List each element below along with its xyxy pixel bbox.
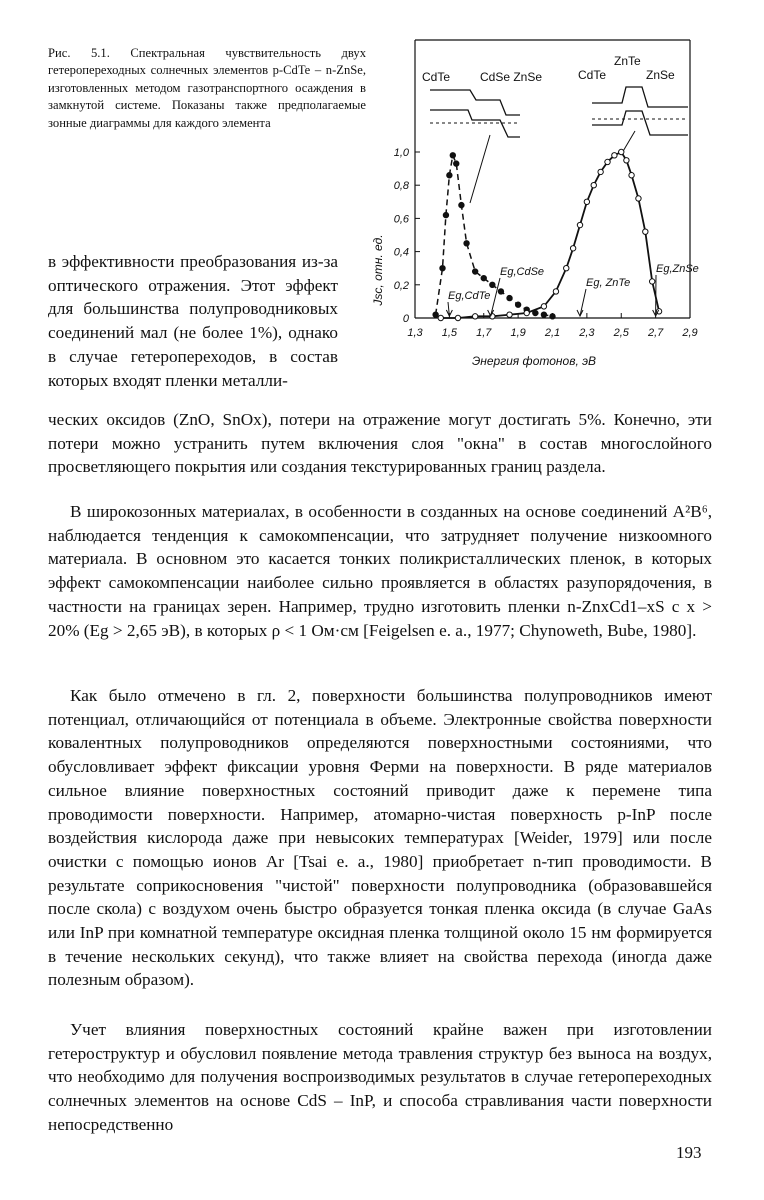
data-point: [612, 153, 617, 158]
x-tick-label: 2,1: [544, 327, 561, 339]
data-point: [490, 282, 495, 287]
data-point: [472, 269, 477, 274]
data-point: [464, 241, 469, 246]
band-diagram-right-lower: [592, 111, 688, 135]
x-tick-label: 2,5: [613, 327, 629, 339]
paragraph-1-wrapped: в эффективности преобразования из-за оптического отражения. Этот эффект для большинства полупроводниковых соединений мал (не более 1%), однако в случае гетеропереходов, в состав которых входят пленки металли-: [48, 252, 338, 390]
data-point: [584, 199, 589, 204]
data-point: [624, 158, 629, 163]
data-point: [498, 289, 503, 294]
band-label-right: ZnTe: [614, 54, 641, 68]
band-diagrams: [422, 54, 688, 203]
data-point: [541, 304, 546, 309]
annotation-arrow: [580, 289, 586, 316]
y-tick-label: 0,2: [393, 279, 409, 292]
data-point: [577, 222, 582, 227]
y-axis-label: Jsc, отн. ед.: [371, 234, 385, 306]
band-diagram-left-upper: [430, 90, 520, 115]
paragraph-3: Как было отмечено в гл. 2, поверхности большинства полупроводников имеют потенциал, отличающийся от потенциала в объеме. Электронные свойства поверхности ковалентных полупроводников определяются поверхностными состояниями, что обусловливает эффект фиксации уровня Ферми на поверхности. В ряде материалов сильное влияние поверхностных состояний приводит даже к перемене типа проводимости поверхности. Например, атомарно-чистая поверхность p-InP после воздействия кислорода даже при невысоких температурах [Weider, 1979] или после очистки с помощью ионов Ar [Tsai e. a., 1980] приобретает n-тип проводимости. В результате соприкосновения "чистой" поверхности полупроводника (образовавшейся после скола) с воздухом очень быстро образуется тонкая пленка оксида (в случае GaAs или InP при комнатной температуре оксидная пленка толщиной около 15 нм формируется в течение нескольких секунд), что также влияет на свойства перехода (иногда даже полезным образом).: [48, 686, 712, 990]
x-tick-label: 2,3: [579, 327, 595, 339]
data-point: [553, 289, 558, 294]
leader-line-left: [470, 135, 490, 203]
paragraph-4: Учет влияния поверхностных состояний крайне важен при изготовлении гетероструктур и обусловил появление метода травления структур без выноса на воздух, что необходимо для получения воспроизводимых результатов в случае гетеропереходных солнечных элементов на основе CdS – InP, и способа стравливания части поверхности непосредственно: [48, 1020, 712, 1134]
y-tick-label: 0,4: [393, 246, 409, 259]
x-tick-label: 1,9: [510, 327, 526, 339]
data-point: [454, 161, 459, 166]
data-point: [440, 266, 445, 271]
chart-marks: [433, 149, 699, 320]
data-point: [472, 314, 477, 319]
data-point: [481, 275, 486, 280]
paragraph-1-continued: ческих оксидов (ZnO, SnOx), потери на отражение могут достигать 5%. Конечно, эти потери можно устранить путем включения слоя "окна" в состав многослойного просветляющего покрытия или создания текстурированных границ раздела.: [48, 410, 712, 477]
band-label-left: CdTe: [422, 70, 451, 84]
annotation-label: Eg,CdSe: [500, 266, 545, 278]
band-label-right: ZnSe: [646, 68, 675, 82]
y-tick-label: 0,6: [393, 213, 409, 226]
annotation-label: Eg,CdTe: [448, 290, 491, 302]
data-point: [550, 314, 555, 319]
data-point: [438, 315, 443, 320]
data-point: [455, 315, 460, 320]
x-tick-label: 2,7: [647, 327, 664, 339]
annotation-arrowhead: [577, 310, 583, 316]
data-point: [507, 312, 512, 317]
data-point: [447, 173, 452, 178]
annotation-label: Eg,ZnSe: [656, 263, 699, 275]
data-point: [541, 312, 546, 317]
leader-line-right: [622, 131, 635, 153]
data-point: [450, 153, 455, 158]
data-point: [433, 312, 438, 317]
data-point: [515, 302, 520, 307]
data-point: [629, 173, 634, 178]
x-tick-label: 2,9: [682, 327, 698, 339]
y-tick-label: 0,8: [393, 180, 409, 193]
annotation-label: Eg, ZnTe: [586, 277, 631, 289]
y-tick-label: 1,0: [393, 147, 409, 159]
data-point: [570, 246, 575, 251]
figure-caption: Рис. 5.1. Спектральная чувствительность двух гетеропереходных солнечных элементов p-CdTe – n-ZnSe, изготовленных методом газотранспортного осаждения в замкнутой системе. Показаны также предполагаемые зонные диаграммы для каждого элемента: [48, 46, 366, 130]
x-axis-label: Энергия фотонов, эВ: [471, 354, 597, 368]
data-point: [507, 295, 512, 300]
page-number: 193: [676, 1143, 702, 1162]
data-point: [605, 159, 610, 164]
data-point: [524, 310, 529, 315]
data-point: [619, 149, 624, 154]
y-tick-label: 0: [402, 313, 409, 325]
x-tick-label: 1,3: [407, 327, 423, 339]
data-point: [649, 279, 654, 284]
data-point: [598, 169, 603, 174]
paragraph-2: В широкозонных материалах, в особенности в созданных на основе соединений A²B⁶, наблюдается тенденция к самокомпенсации, что затрудняет получение низкоомного материала. В основном это касается тонких поликристаллических пленок, в которых эффект самокомпенсации наиболее сильно проявляется в областях разупорядочения, в частности на границах зерен. Например, трудно изготовить пленки n-ZnxCd1–xS с x > 20% (Eg > 2,65 эВ), в которых ρ < 1 Ом·см [Feigelsen e. a., 1977; Chynoweth, Bube, 1980].: [48, 502, 712, 640]
spectral-response-chart: [360, 35, 710, 380]
band-label-right: CdTe: [578, 68, 607, 82]
band-label-left: CdSe ZnSe: [480, 70, 543, 84]
x-tick-label: 1,7: [476, 327, 492, 339]
data-point: [443, 212, 448, 217]
x-tick-label: 1,5: [441, 327, 458, 339]
data-point: [591, 183, 596, 188]
data-point: [564, 266, 569, 271]
data-point: [459, 202, 464, 207]
data-point: [643, 229, 648, 234]
band-diagram-right-upper: [592, 87, 688, 107]
data-point: [636, 196, 641, 201]
